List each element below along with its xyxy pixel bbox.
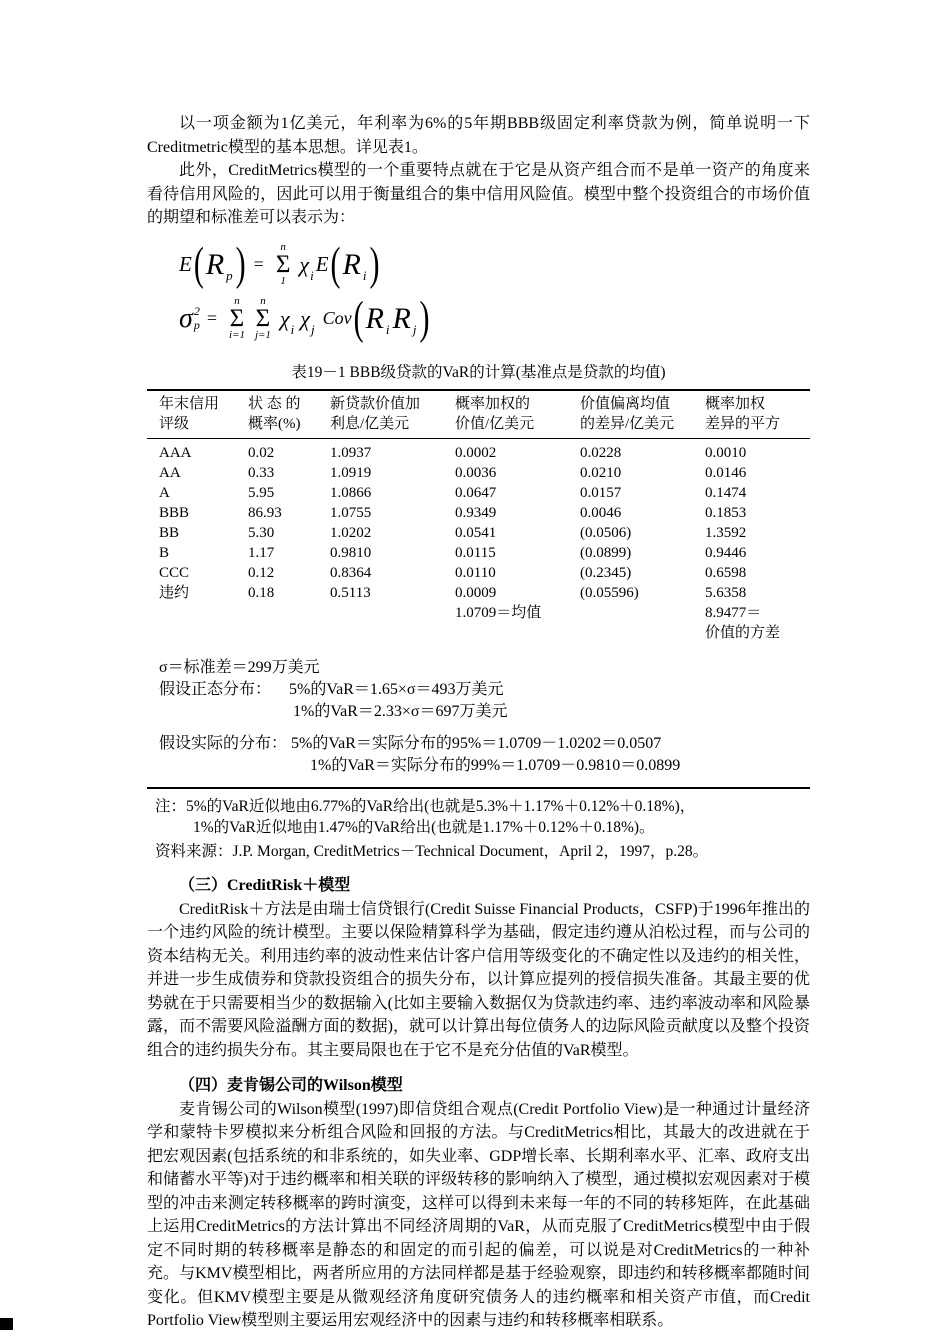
math-token: χ — [279, 305, 290, 331]
section-heading-wilson: （四）麦肯锡公司的Wilson模型 — [179, 1077, 403, 1094]
table-cell — [236, 603, 318, 643]
table-cell: 0.0110 — [455, 564, 496, 581]
table-cell: AAA — [159, 444, 192, 461]
table-row — [147, 503, 810, 523]
table-cell: 0.0115 — [455, 544, 496, 561]
math-paren: ) — [369, 238, 380, 290]
table-cell: 0.9810 — [330, 544, 372, 561]
table-cell — [147, 603, 236, 643]
header-line: 评级 — [159, 415, 190, 432]
table-cell: 0.1853 — [705, 504, 747, 521]
header-line: 状 态 的 — [248, 395, 301, 412]
table-cell: 86.93 — [248, 504, 282, 521]
table-cell: 0.0046 — [580, 504, 622, 521]
math-token: χ — [299, 251, 310, 277]
normal-var-1pct: 1%的VaR＝2.33×σ＝697万美元 — [293, 702, 508, 720]
math-token: E — [315, 252, 329, 276]
sigma-symbol: Σ — [275, 250, 291, 278]
table-cell: 0.0036 — [455, 464, 497, 481]
table-cell: BBB — [159, 504, 190, 521]
normal-var-5pct: 5%的VaR＝1.65×σ＝493万美元 — [289, 680, 504, 698]
summation-symbol — [255, 296, 271, 342]
variance-line: 价值的方差 — [705, 624, 781, 641]
table-header-cell — [236, 394, 318, 434]
table-cell — [318, 603, 443, 643]
table-cell: 5.6358 — [705, 584, 747, 601]
math-token: R — [392, 301, 411, 335]
table-cell: 1.0202 — [330, 524, 372, 541]
table-cell: 0.0210 — [580, 464, 622, 481]
table-header-row — [147, 391, 810, 439]
table-cell: 1.0937 — [330, 444, 372, 461]
table-footnotes — [147, 657, 810, 777]
header-line: 概率(%) — [248, 415, 301, 432]
math-subscript: j — [310, 321, 315, 337]
table-row — [147, 483, 810, 503]
normal-dist-label: 假设正态分布： — [159, 680, 272, 698]
header-line: 价值/亿美元 — [455, 415, 535, 432]
table-cell: BB — [159, 524, 180, 541]
table-cell: (0.0899) — [580, 544, 632, 561]
wilson-paragraph: 麦肯锡公司的Wilson模型(1997)即信贷组合观点(Credit Portfolio View)是一种通过计量经济学和蒙特卡罗模拟来分析组合风险和回报的方法。与CreditMetrics相比，其最大的改进就在于把宏观因素(包括系统的和非系统的，如失业率、GDP增长率、长期利率水平、汇率、政府支出和储蓄水平等)对于违约概率和相关联的评级转移的影响纳入了模型，通过模拟宏观因素对于模型的冲击来测定转移概率的跨时演变，这样可以得到未来每一年的不同的转移矩阵，在此基础上运用CreditMetrics的方法计算出不同经济周期的VaR，从而克服了CreditMetrics模型中由于假定不同时期的转移概率是静态的和固定的而引起的偏差，可以说是对CreditMetrics的一种补充。与KMV模型相比，两者所应用的方法同样都是基于经验观察，即违约和转移概率都随时间变化。但KMV模型主要是从微观经济角度研究债务人的违约概率和相关资产市值，而Credit Portfolio View模型则主要运用宏观经济中的因素与违约和转移概率相联系。 — [147, 1100, 810, 1329]
sum-lower-limit: i=1 — [228, 329, 245, 342]
summation-symbol — [276, 242, 291, 288]
table-source: 资料来源：J.P. Morgan, CreditMetrics－Technical Document，April 2，1997，p.28。 — [155, 842, 709, 860]
sum-upper-limit: n — [280, 240, 286, 253]
normal-dist-line1 — [147, 679, 810, 701]
document-page — [147, 112, 810, 1333]
math-token: R — [342, 247, 361, 281]
table-header-cell — [147, 394, 236, 434]
table-cell: 0.9349 — [455, 504, 497, 521]
sum-lower-limit: j=1 — [254, 329, 271, 342]
sum-upper-limit: n — [234, 294, 240, 307]
actual-var-5pct: 5%的VaR＝实际分布的95%＝1.0709－1.0202＝0.0507 — [291, 734, 662, 752]
header-line: 新贷款价值加 — [330, 395, 421, 412]
table-row — [147, 443, 810, 463]
math-subscript: i — [290, 321, 295, 337]
portfolio-variance-formula — [179, 292, 810, 346]
table-header-cell — [693, 394, 807, 434]
actual-var-1pct: 1%的VaR＝实际分布的99%＝1.0709－0.9810＝0.0899 — [310, 756, 681, 774]
header-line: 价值偏离均值 — [580, 395, 671, 412]
table-cell: 0.1474 — [705, 484, 747, 501]
sum-upper-limit: n — [260, 294, 266, 307]
table-cell: 0.0010 — [705, 444, 747, 461]
table-cell: 0.6598 — [705, 564, 747, 581]
header-line: 年末信用 — [159, 395, 220, 412]
table-row — [147, 463, 810, 483]
table-body — [147, 439, 810, 643]
mean-value-cell: 1.0709＝均值 — [455, 604, 542, 621]
table-bottom-rule — [147, 787, 810, 789]
table-cell: B — [159, 544, 170, 561]
math-subscript: i — [385, 321, 390, 337]
table-note-1: 注：5%的VaR近似地由6.77%的VaR给出(也就是5.3%＋1.17%＋0.12%＋0.18%)， — [155, 797, 696, 815]
table-row — [147, 543, 810, 563]
table-cell: 0.0541 — [455, 524, 497, 541]
table-cell: CCC — [159, 564, 190, 581]
summation-symbol — [229, 296, 245, 342]
math-paren: ( — [353, 292, 364, 344]
table-cell: 1.3592 — [705, 524, 747, 541]
header-line: 利息/亿美元 — [330, 415, 410, 432]
section-heading-creditrisk: （三）CreditRisk＋模型 — [179, 877, 351, 894]
table-cell: 违约 — [159, 584, 190, 601]
table-cell: 0.0157 — [580, 484, 622, 501]
table-cell: A — [159, 484, 170, 501]
math-paren: ( — [330, 238, 341, 290]
math-token: R — [205, 247, 225, 281]
formula-block — [179, 238, 810, 346]
actual-dist-label: 假设实际的分布： — [159, 734, 288, 752]
scan-artifact — [0, 1318, 13, 1330]
table-cell: 0.0009 — [455, 584, 497, 601]
table-row — [147, 583, 810, 603]
math-token: R — [365, 301, 384, 335]
var-table — [147, 389, 810, 789]
equals-sign: = — [206, 308, 217, 328]
table-cell: 0.0002 — [455, 444, 497, 461]
creditrisk-paragraph: CreditRisk＋方法是由瑞士信贷银行(Credit Suisse Financial Products，CSFP)于1996年推出的一个违约风险的统计模型。主要以保险精算科学为基础，假定违约遵从泊松过程，而与公司的资本结构无关。利用违约率的波动性来估计客户信用等级变化的不确定性以及违约的相关性，并进一步生成债券和贷款投资组合的损失分布，以计算应提列的授信损失准备。其最主要的优势就在于只需要相当少的数据输入(比如主要输入数据仅为贷款违约率、违约率波动率和风险暴露，而不需要风险溢酬方面的数据)，就可以计算出每位债务人的边际风险贡献度以及整个投资组合的违约损失分布。其主要局限也在于它不是充分估值的VaR模型。 — [147, 900, 810, 1059]
math-subscript: p — [226, 267, 233, 283]
table-cell: 0.0146 — [705, 464, 747, 481]
creditmetrics-portfolio-paragraph: 此外，CreditMetrics模型的一个重要特点就在于它是从资产组合而不是单一资产的角度来看待信用风险的，因此可以用于衡量组合的集中信用风险值。模型中整个投资组合的市场价值的期望和标准差可以表示为： — [147, 162, 810, 226]
math-subscript: j — [412, 321, 417, 337]
table-header-cell — [443, 394, 568, 434]
sigma-symbol: Σ — [229, 304, 245, 332]
table-cell: (0.2345) — [580, 564, 632, 581]
table-cell: 0.12 — [248, 564, 275, 581]
table-cell: (0.05596) — [580, 584, 639, 601]
math-subscript: i — [310, 267, 314, 283]
intro-paragraph: 以一项金额为1亿美元，年利率为6%的5年期BBB级固定利率贷款为例，简单说明一下Creditmetric模型的基本思想。详见表1。 — [147, 115, 810, 156]
table-cell: 0.0647 — [455, 484, 497, 501]
header-line: 差异的平方 — [705, 415, 781, 432]
table-row — [147, 563, 810, 583]
header-line: 概率加权的 — [455, 395, 531, 412]
equals-sign: = — [253, 254, 264, 274]
variance-value-cell — [693, 603, 807, 643]
table-cell: (0.0506) — [580, 524, 632, 541]
math-superscript: 2 — [193, 303, 200, 318]
table-cell: AA — [159, 464, 181, 481]
table-cell: 0.8364 — [330, 564, 372, 581]
table-note-2: 1%的VaR近似地由1.47%的VaR给出(也就是1.17%＋0.12%＋0.18%)。 — [193, 819, 655, 836]
math-paren: ) — [235, 238, 246, 290]
var-table-block — [147, 360, 810, 863]
expected-return-formula — [179, 238, 810, 292]
math-subscript: i — [362, 267, 367, 283]
header-line: 概率加权 — [705, 395, 766, 412]
math-subscript: p — [193, 317, 200, 332]
table-summary-row — [147, 603, 810, 643]
table-header-cell — [568, 394, 693, 434]
table-cell: 5.95 — [248, 484, 275, 501]
header-line: 的差异/亿美元 — [580, 415, 675, 432]
table-cell: 1.0866 — [330, 484, 372, 501]
table-cell: 1.0919 — [330, 464, 372, 481]
math-paren: ) — [419, 292, 430, 344]
table-cell: 0.0228 — [580, 444, 622, 461]
covariance-operator: Cov — [322, 308, 352, 328]
spacer — [147, 723, 810, 733]
math-paren: ( — [193, 238, 204, 290]
table-header-cell — [318, 394, 443, 434]
actual-dist-line1 — [147, 733, 810, 755]
table-cell: 5.30 — [248, 524, 275, 541]
table-row — [147, 523, 810, 543]
table-cell — [568, 603, 693, 643]
table-title: 表19－1 BBB级贷款的VaR的计算(基准点是贷款的均值) — [291, 363, 666, 381]
variance-line: 8.9477＝ — [705, 604, 762, 621]
table-cell: 0.33 — [248, 464, 275, 481]
math-token: χ — [300, 305, 310, 331]
superscript-subscript — [194, 305, 200, 333]
math-token: E — [179, 252, 192, 276]
table-cell: 0.02 — [248, 444, 275, 461]
table-cell: 1.0755 — [330, 504, 372, 521]
sigma-symbol: Σ — [255, 304, 271, 332]
sigma-variable: σ — [179, 302, 193, 334]
table-cell: 0.18 — [248, 584, 275, 601]
table-cell: 0.9446 — [705, 544, 747, 561]
sigma-std-line: σ＝标准差＝299万美元 — [159, 658, 320, 676]
table-cell: 0.5113 — [330, 584, 371, 601]
sum-lower-limit: 1 — [280, 275, 286, 288]
table-cell: 1.17 — [248, 544, 275, 561]
